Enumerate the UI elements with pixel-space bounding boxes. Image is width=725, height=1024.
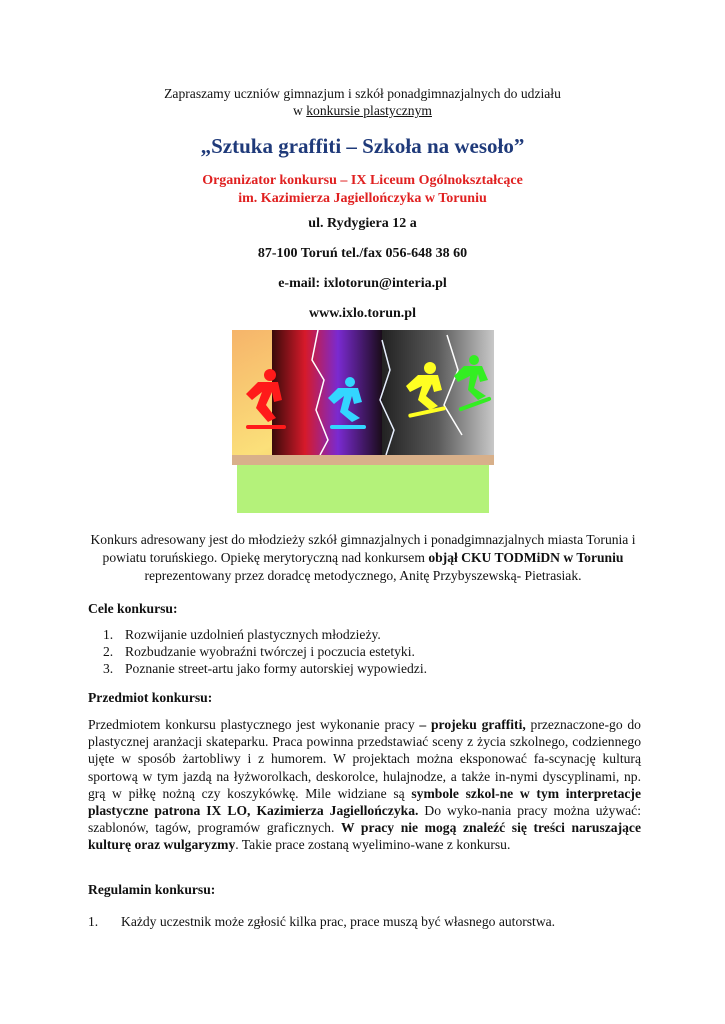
fence-strip: [232, 455, 494, 465]
goal-item-2: [103, 643, 643, 660]
goal-number: 3.: [103, 661, 114, 676]
address-website: www.ixlo.torun.pl: [309, 306, 416, 321]
goal-number: 2.: [103, 644, 114, 659]
contest-link: konkursie plastycznym: [306, 103, 432, 118]
goal-number: 1.: [103, 627, 114, 642]
subject-bold-1: – projeku graffiti,: [419, 717, 526, 732]
subject-paragraph: [88, 716, 641, 854]
intro-line-1: Zapraszamy uczniów gimnazjum i szkół ponadgimnazjalnych do udziału: [164, 86, 561, 101]
organizer-line-2: im. Kazimierza Jagiellończyka w Toruniu: [238, 191, 487, 206]
subject-bold-2: symbole szkol-ne w tym interpretacje plastyczne patrona IX LO, Kazimierza Jagiellończyka.: [88, 785, 641, 819]
organizer-block: [0, 172, 725, 208]
rule-number: 1.: [88, 914, 99, 929]
goal-text: Rozbudzanie wyobraźni twórczej i poczucia estetyki.: [125, 644, 415, 659]
address-email: e-mail: ixlotorun@interia.pl: [278, 276, 447, 291]
description-bold-1: objął CKU TODMiDN w Toruniu: [428, 550, 624, 565]
subject-text-4: . Takie prace zostaną wyelimino-wane z konkursu.: [235, 837, 511, 853]
intro-text: [0, 85, 725, 119]
grass-field: [237, 465, 489, 513]
subject-heading: Przedmiot konkursu:: [88, 690, 213, 705]
contest-title: „Sztuka graffiti – Szkoła na wesoło”: [200, 134, 525, 158]
goal-text: Rozwijanie uzdolnień plastycznych młodzieży.: [125, 627, 381, 642]
subject-text-2: przeznaczone-go do plastycznej aranżacji skateparku. Praca powinna przedstawiać sceny z życia szkolnego, codziennego ujęte w sposób żartobliwy i z humorem. W projektach można eksponować fa-scynację kulturą sportową w tym jazdą na łyżworolkach, deskorolce, hulajnodze, a także in-nymi dyscyplinami, np. grą w piłkę nożną czy koszykówkę. Mile widziane są: [88, 717, 641, 801]
subject-bold-3: W pracy nie mogą znaleźć się treści naruszające kulturę oraz wulgaryzmy: [88, 820, 641, 853]
description-part-1: Konkurs adresowany jest do młodzieży szkół gimnazjalnych i ponadgimnazjalnych miasta Torunia i powiatu toruńskiego. Opiekę merytoryczną nad konkursem: [90, 532, 636, 565]
graffiti-skaters-illustration: [232, 330, 494, 515]
goals-list: [103, 626, 643, 677]
intro-line-2-prefix: w: [293, 103, 307, 118]
goal-item-3: [103, 660, 643, 677]
subject-text-3: Do wyko-nania pracy można używać: szablonów, tagów, programów graficznych.: [88, 803, 641, 836]
intro-line-2: [0, 102, 725, 119]
goal-text: Poznanie street-artu jako formy autorskiej wypowiedzi.: [125, 661, 427, 676]
goal-item-1: [103, 626, 643, 643]
address-city-phone: 87-100 Toruń tel./fax 056-648 38 60: [257, 246, 468, 261]
goals-heading: Cele konkursu:: [88, 601, 178, 616]
rule-text: Każdy uczestnik może zgłosić kilka prac, prace muszą być własnego autorstwa.: [121, 914, 556, 929]
rules-heading: Regulamin konkursu:: [88, 882, 216, 897]
contest-description: [88, 531, 638, 585]
address-street: ul. Rydygiera 12 a: [308, 216, 417, 231]
rule-item-1: [88, 914, 648, 930]
description-part-2: reprezentowany przez doradcę metodycznego, Anitę Przybyszewską- Pietrasiak.: [144, 568, 582, 583]
organizer-line-1: Organizator konkursu – IX Liceum Ogólnokształcące: [202, 173, 523, 188]
subject-text-1: Przedmiotem konkursu plastycznego jest wykonanie pracy: [88, 717, 420, 732]
